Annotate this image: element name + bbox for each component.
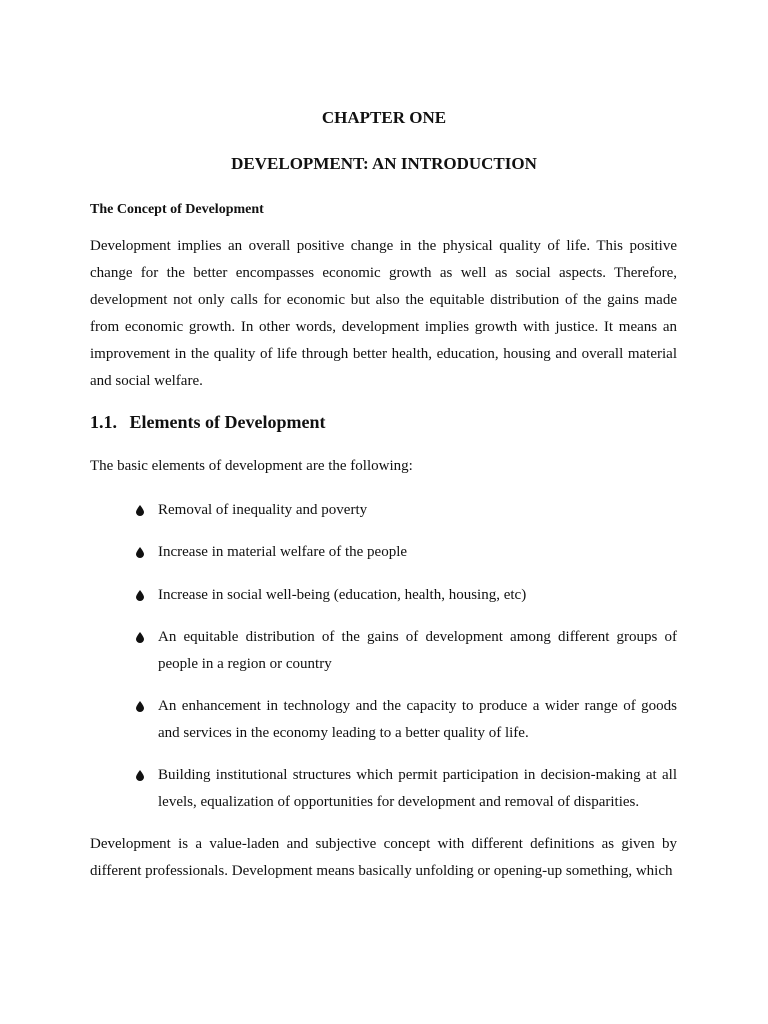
list-item-text: Increase in social well-being (education, health, housing, etc) [158,587,527,603]
drop-icon [136,505,144,516]
elements-intro: The basic elements of development are the following: [90,458,413,474]
closing-paragraph: Development is a value-laden and subjective concept with different definitions as given by different professionals. Development means basically unfolding or opening-up something, which [90,836,677,879]
list-item-text: Removal of inequality and poverty [158,502,368,518]
section-title: Elements of Development [129,412,326,432]
section-heading [90,412,325,433]
chapter-title: DEVELOPMENT: AN INTRODUCTION [231,154,537,173]
list-item-text: An enhancement in technology and the capacity to produce a wider range of goods and services in the economy leading to a better quality of life. [158,698,677,741]
drop-icon [136,590,144,601]
chapter-label: CHAPTER ONE [321,108,447,127]
section-number: 1.1. [90,412,117,432]
list-item [158,582,677,609]
list-item [158,693,677,747]
list-item [158,624,677,678]
list-item [158,762,677,816]
list-item-text: An equitable distribution of the gains of development among different groups of people in a region or country [158,629,677,672]
drop-icon [136,632,144,643]
list-item-text: Building institutional structures which permit participation in decision-making at all levels, equalization of opportunities for development and removal of disparities. [158,767,677,810]
concept-heading: The Concept of Development [90,202,264,217]
list-item [158,539,677,566]
list-item-text: Increase in material welfare of the people [158,544,408,560]
drop-icon [136,547,144,558]
list-item [158,497,677,524]
drop-icon [136,770,144,781]
concept-paragraph: Development implies an overall positive change in the physical quality of life. This positive change for the better encompasses economic growth as well as social aspects. Therefore, development not only calls for economic but also the equitable distribution of the gains made from economic growth. In other words, development implies growth with justice. It means an improvement in the quality of life through better health, education, housing and overall material and social welfare. [90,238,677,389]
drop-icon [136,701,144,712]
